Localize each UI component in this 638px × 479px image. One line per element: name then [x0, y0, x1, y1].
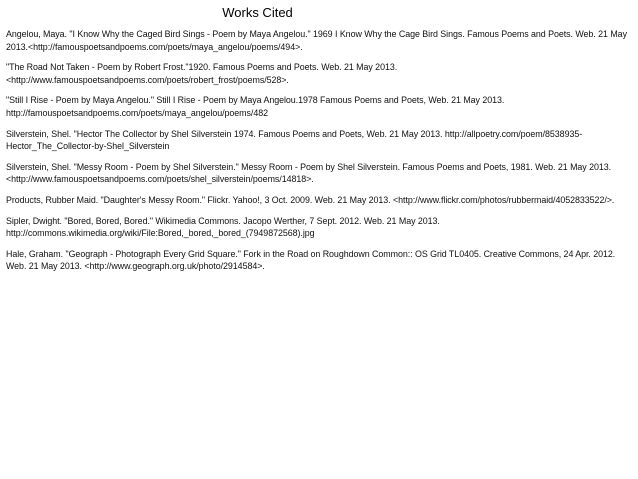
- citation-entry: Angelou, Maya. "I Know Why the Caged Bird Sings - Poem by Maya Angelou." 1969 I Know Why the Cage Bird Sings. Famous Poems and Poets. Web. 21 May 2013.<http://famouspoetsandpoems.com/poets/maya_angelou/poems/494>.: [6, 29, 627, 52]
- citation-entry: Sipler, Dwight. "Bored, Bored, Bored." Wikimedia Commons. Jacopo Werther, 7 Sept. 2012. Web. 21 May 2013. http://commons.wikimedia.org/wiki/File:Bored,_bored,_bored_(7949872568).jpg: [6, 215, 440, 239]
- citation-entry: Products, Rubber Maid. "Daughter's Messy Room." Flickr. Yahoo!, 3 Oct. 2009. Web. 21 May 2013. <http://www.flickr.com/photos/rubbermaid/4052833522/>.: [6, 194, 615, 205]
- citation-entry: Silverstein, Shel. "Hector The Collector by Shel Silverstein 1974. Famous Poems and Poets, Web. 21 May 2013. http://allpoetry.com/poem/8538935-Hector_The_Collector-by-Shel_Silverstein: [6, 128, 583, 152]
- citation-entry: Silverstein, Shel. "Messy Room - Poem by Shel Silverstein." Messy Room - Poem by Shel Silverstein. Famous Poems and Poets, 1981. Web. 21 May 2013. <http://www.famouspoetsandpoems.com/poets/shel_silverstein/poems/14818>.: [6, 161, 612, 185]
- works-cited-list: [6, 28, 634, 281]
- citation-entry: "The Road Not Taken - Poem by Robert Frost."1920. Famous Poems and Poets. Web. 21 May 2013. <http://www.famouspoetsandpoems.com/poets/robert_frost/poems/528>.: [6, 62, 398, 85]
- citation-entry: "Still I Rise - Poem by Maya Angelou." Still I Rise - Poem by Maya Angelou.1978 Famous Poems and Poets, Web. 21 May 2013. http://famouspoetsandpoems.com/poets/maya_angelou/poems/482: [6, 95, 505, 118]
- page-title: Works Cited: [222, 5, 293, 20]
- citation-entry: Hale, Graham. "Geograph - Photograph Every Grid Square." Fork in the Road on Roughdown Common:: OS Grid TL0405. Creative Commons, 24 Apr. 2012. Web. 21 May 2013. <http://www.geograph.org.uk/photo/2914584>.: [6, 248, 616, 272]
